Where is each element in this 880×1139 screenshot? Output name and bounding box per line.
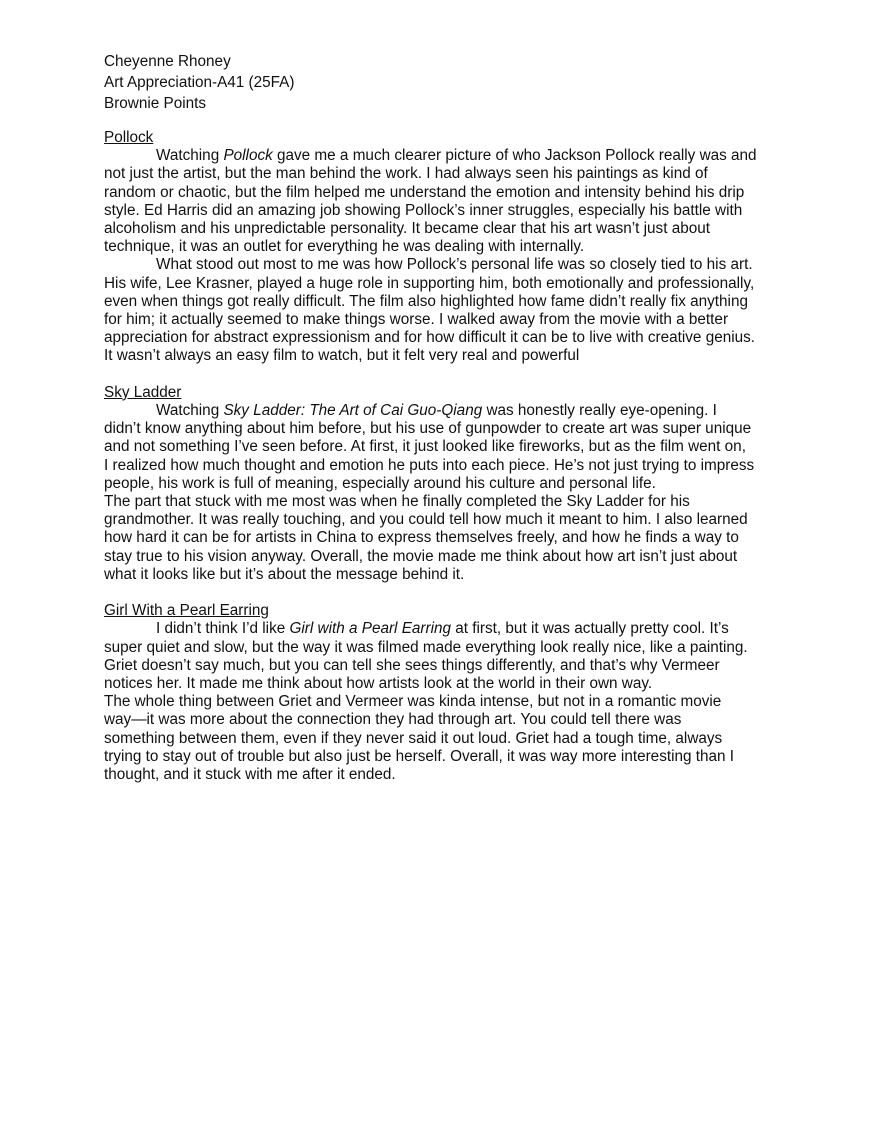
paragraph <box>104 402 784 493</box>
paragraph <box>104 620 784 693</box>
text-line: something between them, even if they never said it out loud. Griet had a tough time, always <box>104 729 723 747</box>
spacer <box>104 114 784 129</box>
section-sky-ladder <box>104 384 784 584</box>
film-title: Pollock <box>223 147 273 165</box>
text-line: Watching Sky Ladder: The Art of Cai Guo-Qiang was honestly really eye-opening. I <box>156 402 717 420</box>
text-line: technique, it was an outlet for everything he was dealing with internally. <box>104 238 585 256</box>
section-title: Pollock <box>104 129 154 146</box>
document-header <box>104 51 784 114</box>
text-line: notices her. It made me think about how artists look at the world in their own way. <box>104 675 653 693</box>
text-line: what it looks like but it’s about the message behind it. <box>104 565 465 583</box>
paragraph <box>104 493 784 584</box>
student-name: Cheyenne Rhoney <box>104 53 231 70</box>
text-line: random or chaotic, but the film helped me understand the emotion and intensity behind his drip <box>104 183 745 201</box>
text-line: alcoholism and his unpredictable personality. It became clear that his art wasn’t just about <box>104 220 710 238</box>
text-line: Watching Pollock gave me a much clearer picture of who Jackson Pollock really was and <box>156 147 757 165</box>
spacer <box>104 366 784 384</box>
text-line: What stood out most to me was how Pollock’s personal life was so closely tied to his art. <box>156 256 753 274</box>
text-line: trying to stay out of trouble but also just be herself. Overall, it was way more interesting than I <box>104 747 735 765</box>
section-title: Sky Ladder <box>104 383 182 401</box>
spacer <box>104 584 784 602</box>
text-line: The part that stuck with me most was when he finally completed the Sky Ladder for his <box>104 493 690 511</box>
paragraph <box>104 147 784 256</box>
paragraph <box>104 256 784 365</box>
text-line: stay true to his vision anyway. Overall, the movie made me think about how art isn’t just about <box>104 547 738 565</box>
text-line: people, his work is full of meaning, especially around his culture and personal life. <box>104 474 656 492</box>
text-line: Griet doesn’t say much, but you can tell she sees things differently, and that’s why Vermeer <box>104 656 720 674</box>
text-line: and not something I’ve seen before. At first, it just looked like fireworks, but as the film went on, <box>104 438 746 456</box>
assignment-title: Brownie Points <box>104 95 207 112</box>
text-line: style. Ed Harris did an amazing job showing Pollock’s inner struggles, especially his battle with <box>104 201 743 219</box>
text-line: His wife, Lee Krasner, played a huge role in supporting him, both emotionally and professionally, <box>104 274 755 292</box>
text-line: for him; it actually seemed to make things worse. I walked away from the movie with a better <box>104 311 729 329</box>
course-name: Art Appreciation-A41 (25FA) <box>104 74 295 91</box>
text-line: I didn’t think I’d like Girl with a Pearl Earring at first, but it was actually pretty cool. It’s <box>156 620 729 638</box>
text-line: even when things got really difficult. The film also highlighted how fame didn’t really fix anything <box>104 292 748 310</box>
text-line: didn’t know anything about him before, but his use of gunpowder to create art was super unique <box>104 420 752 438</box>
film-title: Sky Ladder: The Art of Cai Guo-Qiang <box>223 402 483 420</box>
text-line: way—it was more about the connection they had through art. You could tell there was <box>104 711 682 729</box>
text-line: The whole thing between Griet and Vermeer was kinda intense, but not in a romantic movie <box>104 693 722 711</box>
document-page <box>104 51 784 784</box>
section-title: Girl With a Pearl Earring <box>104 602 269 620</box>
text-line: not just the artist, but the man behind the work. I had always seen his paintings as kind of <box>104 165 708 183</box>
text-line: It wasn’t always an easy film to watch, but it felt very real and powerful <box>104 347 580 365</box>
text-line: thought, and it stuck with me after it ended. <box>104 766 396 784</box>
text-line: I realized how much thought and emotion he puts into each piece. He’s not just trying to impress <box>104 456 755 474</box>
text-line: appreciation for abstract expressionism and for how difficult it can be to live with creative genius. <box>104 329 756 347</box>
text-line: super quiet and slow, but the way it was filmed made everything look really nice, like a painting. <box>104 638 748 656</box>
section-girl-with-a-pearl-earring <box>104 602 784 784</box>
film-title: Girl with a Pearl Earring <box>289 620 452 638</box>
section-pollock <box>104 129 784 366</box>
paragraph <box>104 693 784 784</box>
text-line: how hard it can be for artists in China to express themselves freely, and how he finds a way to <box>104 529 739 547</box>
text-line: grandmother. It was really touching, and you could tell how much it meant to him. I also learned <box>104 511 748 529</box>
